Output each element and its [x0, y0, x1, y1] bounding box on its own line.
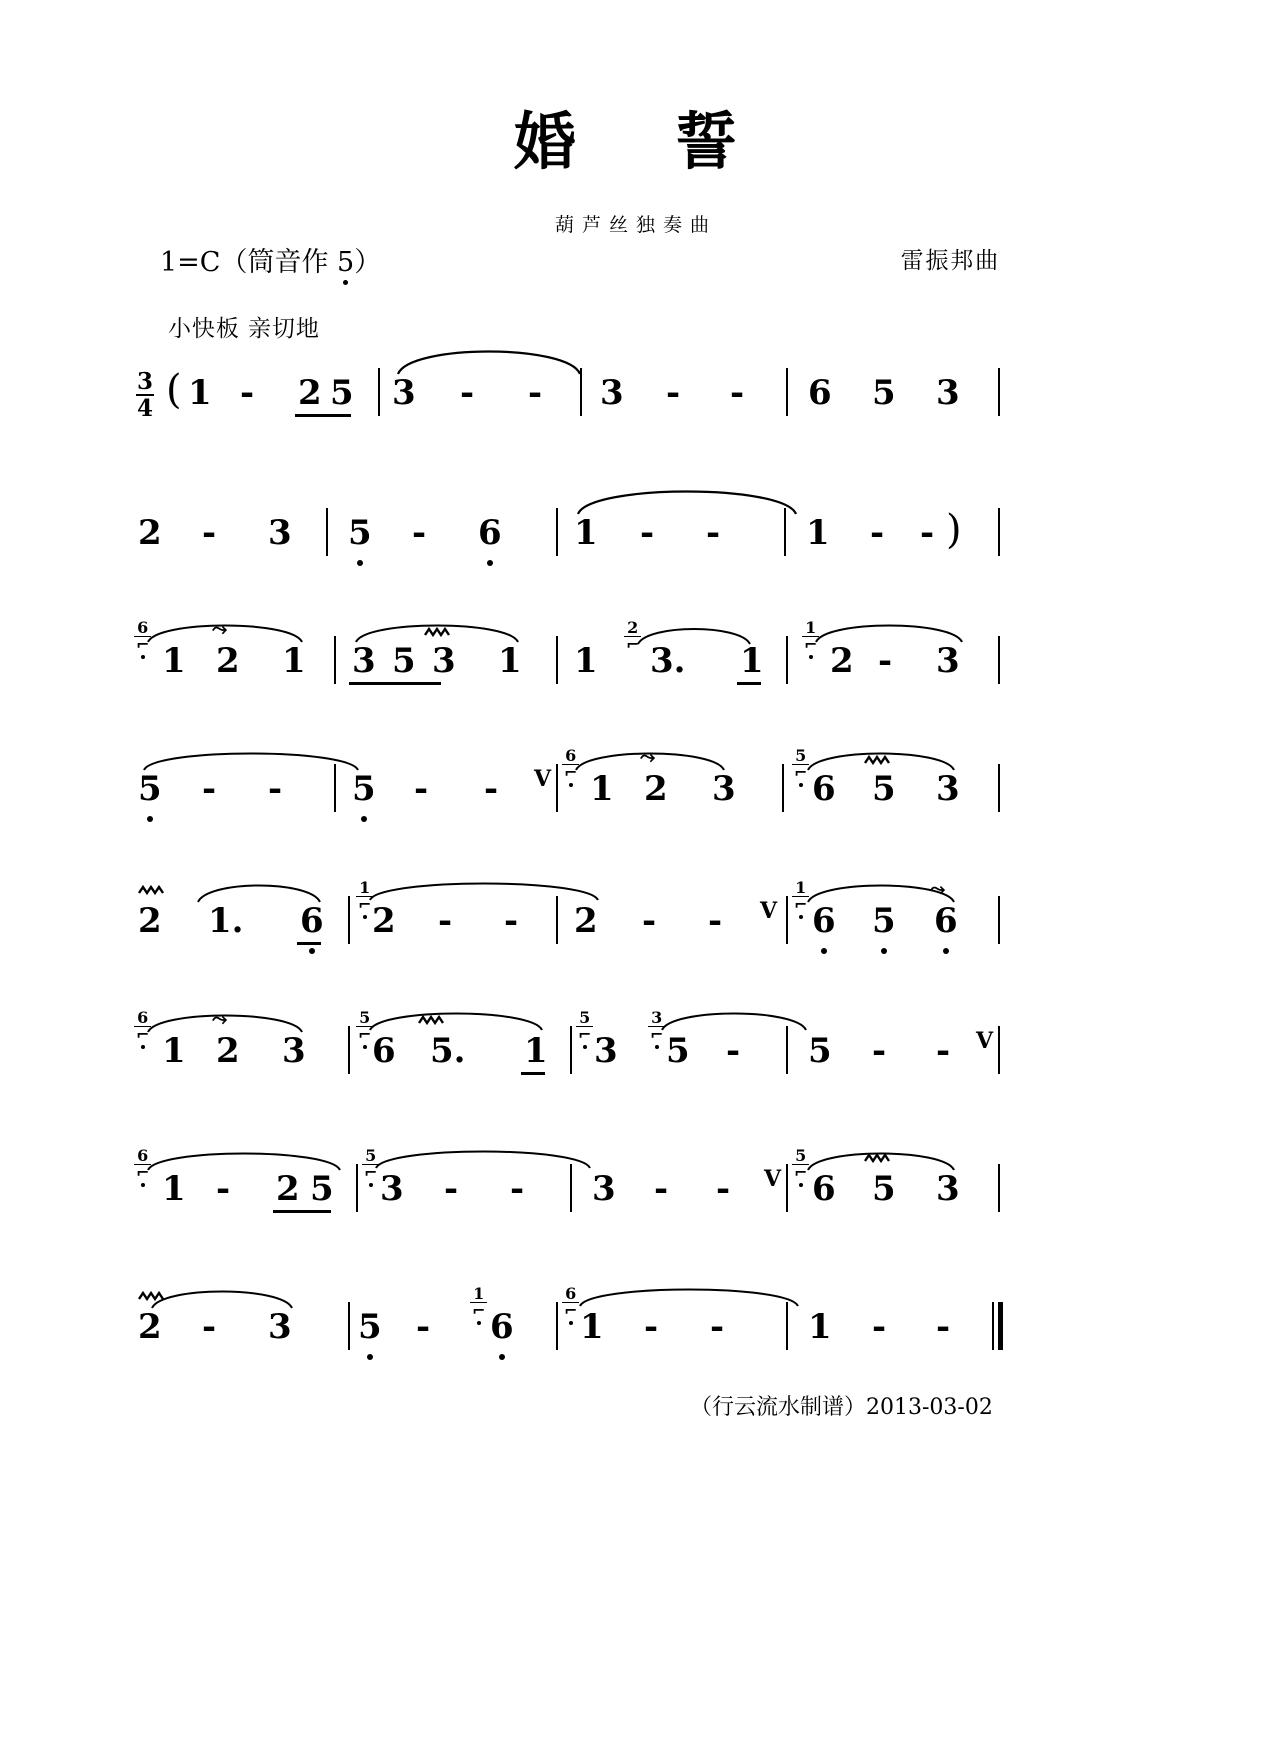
note: 6	[812, 901, 836, 941]
note-extender: -	[528, 373, 543, 413]
note: 5	[872, 1169, 896, 1209]
grace-lower: ⌐	[364, 1163, 378, 1182]
note: 5	[138, 769, 162, 809]
grace-upper: 2	[624, 620, 641, 637]
note-extender: -	[202, 769, 217, 809]
phrase-close-paren: )	[946, 507, 962, 553]
note-extender: -	[640, 513, 655, 553]
bar-line	[786, 636, 788, 684]
note: 6	[300, 901, 324, 941]
note: 5	[358, 1307, 382, 1347]
staff-system-4	[0, 740, 1272, 860]
note: 6	[812, 769, 836, 809]
note: 1.	[208, 901, 244, 941]
note-extender: -	[240, 373, 255, 413]
bar-line	[998, 508, 1000, 556]
bar-line	[348, 1302, 350, 1350]
mordent-icon	[864, 1152, 894, 1164]
transcription-credit: （行云流水制谱）2013-03-02	[690, 1395, 993, 1420]
note: 5	[392, 641, 416, 681]
grace-upper: 1	[792, 880, 809, 897]
grace-note-fraction	[470, 1286, 487, 1319]
grace-lower: ⌐	[564, 1301, 578, 1320]
slur	[578, 1282, 800, 1308]
grace-upper: 1	[470, 1286, 487, 1303]
low-octave-dot	[147, 816, 153, 822]
note: 3	[936, 373, 960, 413]
note: 2	[644, 769, 668, 809]
grace-lower: ⌐	[794, 895, 808, 914]
note-extender: -	[444, 1169, 459, 1209]
note: 5	[808, 1031, 832, 1071]
note-extender: -	[706, 513, 721, 553]
note: 5	[352, 769, 376, 809]
key-signature-suffix: ）	[354, 247, 382, 278]
low-octave-dot	[821, 948, 827, 954]
bar-line	[998, 764, 1000, 812]
bar-line	[378, 368, 380, 416]
low-octave-dot	[499, 1354, 505, 1360]
slur	[374, 1144, 592, 1170]
note-extender: -	[484, 769, 499, 809]
note: 1	[162, 1169, 186, 1209]
note: 3	[600, 373, 624, 413]
note: 5	[872, 373, 896, 413]
note: 5	[872, 769, 896, 809]
note-extender: -	[414, 769, 429, 809]
note: 1	[282, 641, 306, 681]
eighth-beam	[737, 682, 761, 685]
note-extender: -	[936, 1031, 951, 1071]
note: 1	[524, 1031, 548, 1071]
grace-note-fraction	[562, 1286, 579, 1319]
mordent-icon	[864, 754, 894, 766]
staff-system-3	[0, 612, 1272, 732]
grace-lower: ⌐	[136, 1025, 150, 1044]
low-octave-dot	[367, 1354, 373, 1360]
page-title	[0, 92, 1272, 181]
mordent-icon	[418, 1014, 448, 1026]
bar-line	[998, 636, 1000, 684]
note: 2	[372, 901, 396, 941]
note-extender: -	[412, 513, 427, 553]
note-extender: -	[726, 1031, 741, 1071]
slur	[142, 746, 360, 772]
grace-upper: 5	[792, 748, 809, 765]
note-extender: -	[416, 1307, 431, 1347]
note: 2	[276, 1169, 300, 1209]
note: 3	[712, 769, 736, 809]
note-extender: -	[708, 901, 723, 941]
note: 2	[216, 641, 240, 681]
bar-line	[782, 764, 784, 812]
grace-upper: 3	[648, 1010, 665, 1027]
time-signature-numerator: 3	[137, 368, 154, 395]
note-extender: -	[936, 1307, 951, 1347]
note: 3	[268, 1307, 292, 1347]
note: 3	[380, 1169, 404, 1209]
grace-lower: ⌐	[626, 635, 640, 654]
note-extender: -	[666, 373, 681, 413]
key-signature-prefix: 1=C（筒音作	[160, 247, 338, 278]
note: 2	[298, 373, 322, 413]
bar-line	[784, 508, 786, 556]
note: 2	[574, 901, 598, 941]
bar-line	[326, 508, 328, 556]
low-octave-dot	[357, 560, 363, 566]
bar-line	[786, 1026, 788, 1074]
breath-mark-icon: V	[760, 898, 778, 924]
note: 1	[806, 513, 830, 553]
note: 6	[372, 1031, 396, 1071]
grace-lower: ⌐	[472, 1301, 486, 1320]
note: 3	[594, 1031, 618, 1071]
staff-system-5	[0, 872, 1272, 992]
breath-mark-icon: V	[764, 1166, 782, 1192]
staff-system-7	[0, 1140, 1272, 1260]
note: 1	[580, 1307, 604, 1347]
bar-line	[998, 368, 1000, 416]
grace-upper: 5	[356, 1010, 373, 1027]
key-signature	[160, 240, 381, 279]
bar-line	[334, 764, 336, 812]
bar-line	[556, 508, 558, 556]
grace-upper: 1	[802, 620, 819, 637]
note: 3	[282, 1031, 306, 1071]
note: 5	[666, 1031, 690, 1071]
bar-line	[556, 636, 558, 684]
note-extender: -	[644, 1307, 659, 1347]
bar-line	[786, 368, 788, 416]
note: 2	[138, 901, 162, 941]
note: 6	[808, 373, 832, 413]
grace-lower: ⌐	[564, 763, 578, 782]
note: 3.	[650, 641, 686, 681]
bar-line	[556, 896, 558, 944]
portamento-icon: ⤳	[930, 878, 946, 900]
note: 3	[936, 769, 960, 809]
note: 3	[268, 513, 292, 553]
breath-mark-icon: V	[534, 766, 552, 792]
eighth-beam	[521, 1072, 545, 1075]
note-extender: -	[504, 901, 519, 941]
slur	[396, 342, 582, 376]
low-octave-dot	[881, 948, 887, 954]
bar-line	[570, 1164, 572, 1212]
note-extender: -	[716, 1169, 731, 1209]
note: 5.	[430, 1031, 466, 1071]
staff-system-8	[0, 1278, 1272, 1398]
note-extender: -	[710, 1307, 725, 1347]
note: 1	[574, 641, 598, 681]
note: 1	[574, 513, 598, 553]
note-extender: -	[510, 1169, 525, 1209]
tempo-marking: 小快板 亲切地	[168, 316, 320, 342]
subtitle: 葫芦丝独奏曲	[555, 214, 717, 236]
note: 3	[392, 373, 416, 413]
grace-lower: ⌐	[136, 635, 150, 654]
bar-line	[786, 896, 788, 944]
bar-line	[786, 1302, 788, 1350]
note: 1	[808, 1307, 832, 1347]
bar-line	[570, 1026, 572, 1074]
grace-upper: 6	[562, 1286, 579, 1303]
low-octave-dot	[361, 816, 367, 822]
note-extender: -	[202, 513, 217, 553]
note-extender: -	[438, 901, 453, 941]
note: 1	[162, 1031, 186, 1071]
note: 2	[216, 1031, 240, 1071]
time-signature-denominator: 4	[137, 395, 154, 423]
slur	[368, 1006, 544, 1032]
key-signature-note: 5	[337, 247, 355, 278]
note-extender: -	[642, 901, 657, 941]
bar-line	[348, 1026, 350, 1074]
note: 3	[352, 641, 376, 681]
grace-note-fraction	[576, 1010, 593, 1043]
slur	[576, 482, 798, 516]
note-extender: -	[878, 641, 893, 681]
grace-lower: ⌐	[358, 895, 372, 914]
bar-line	[356, 1164, 358, 1212]
eighth-beam	[349, 682, 441, 685]
bar-line	[786, 1164, 788, 1212]
bar-line	[556, 1302, 558, 1350]
bar-line	[348, 896, 350, 944]
bar-line	[580, 368, 582, 416]
grace-lower: ⌐	[804, 635, 818, 654]
note-extender: -	[872, 1031, 887, 1071]
grace-lower: ⌐	[578, 1025, 592, 1044]
note-extender: -	[870, 513, 885, 553]
note: 3	[432, 641, 456, 681]
note: 1	[740, 641, 764, 681]
note: 2	[830, 641, 854, 681]
note-extender: -	[216, 1169, 231, 1209]
note: 6	[812, 1169, 836, 1209]
note: 5	[348, 513, 372, 553]
note: 1	[498, 641, 522, 681]
title-char-2: 誓	[675, 105, 759, 178]
staff-system-2	[0, 488, 1272, 608]
composer-credit: 雷振邦曲	[900, 248, 1000, 274]
note: 5	[330, 373, 354, 413]
note: 1	[188, 373, 212, 413]
mordent-icon	[424, 626, 454, 638]
staff-system-6	[0, 1002, 1272, 1122]
note: 6	[934, 901, 958, 941]
staff-system-1	[0, 348, 1272, 468]
note-extender: -	[654, 1169, 669, 1209]
grace-upper: 1	[356, 880, 373, 897]
note-extender: -	[872, 1307, 887, 1347]
end-bar-line	[992, 1302, 1006, 1350]
note: 1	[590, 769, 614, 809]
note: 5	[310, 1169, 334, 1209]
eighth-beam	[297, 942, 321, 945]
note-extender: -	[268, 769, 283, 809]
note: 2	[138, 1307, 162, 1347]
note-extender: -	[920, 513, 935, 553]
grace-upper: 6	[134, 1010, 151, 1027]
breath-mark-icon: V	[976, 1028, 994, 1054]
note-extender: -	[730, 373, 745, 413]
bar-line	[556, 764, 558, 812]
time-signature	[136, 370, 154, 421]
note: 6	[490, 1307, 514, 1347]
grace-upper: 5	[576, 1010, 593, 1027]
low-octave-dot	[309, 948, 315, 954]
title-char-1: 婚	[513, 105, 597, 178]
eighth-beam	[273, 1210, 331, 1213]
note-extender: -	[202, 1307, 217, 1347]
grace-lower: ⌐	[794, 763, 808, 782]
low-octave-dot	[943, 948, 949, 954]
note: 1	[162, 641, 186, 681]
note-extender: -	[460, 373, 475, 413]
portamento-icon: ⤳	[212, 618, 228, 640]
grace-upper: 5	[362, 1148, 379, 1165]
grace-upper: 5	[792, 1148, 809, 1165]
bar-line	[998, 896, 1000, 944]
note: 3	[592, 1169, 616, 1209]
note: 2	[138, 513, 162, 553]
mordent-icon	[138, 884, 168, 896]
note: 3	[936, 641, 960, 681]
grace-lower: ⌐	[794, 1163, 808, 1182]
bar-line	[998, 1164, 1000, 1212]
eighth-beam	[295, 414, 351, 417]
slur	[368, 876, 600, 902]
bar-line	[334, 636, 336, 684]
note: 3	[936, 1169, 960, 1209]
grace-lower: ⌐	[650, 1025, 664, 1044]
portamento-icon: ⤳	[212, 1008, 228, 1030]
grace-upper: 6	[134, 1148, 151, 1165]
portamento-icon: ⤳	[640, 746, 656, 768]
low-octave-dot	[487, 560, 493, 566]
grace-lower: ⌐	[136, 1163, 150, 1182]
note: 5	[872, 901, 896, 941]
grace-upper: 6	[134, 620, 151, 637]
note: 6	[478, 513, 502, 553]
phrase-open-paren: (	[166, 367, 182, 413]
grace-lower: ⌐	[358, 1025, 372, 1044]
bar-line	[998, 1026, 1000, 1074]
grace-upper: 6	[562, 748, 579, 765]
